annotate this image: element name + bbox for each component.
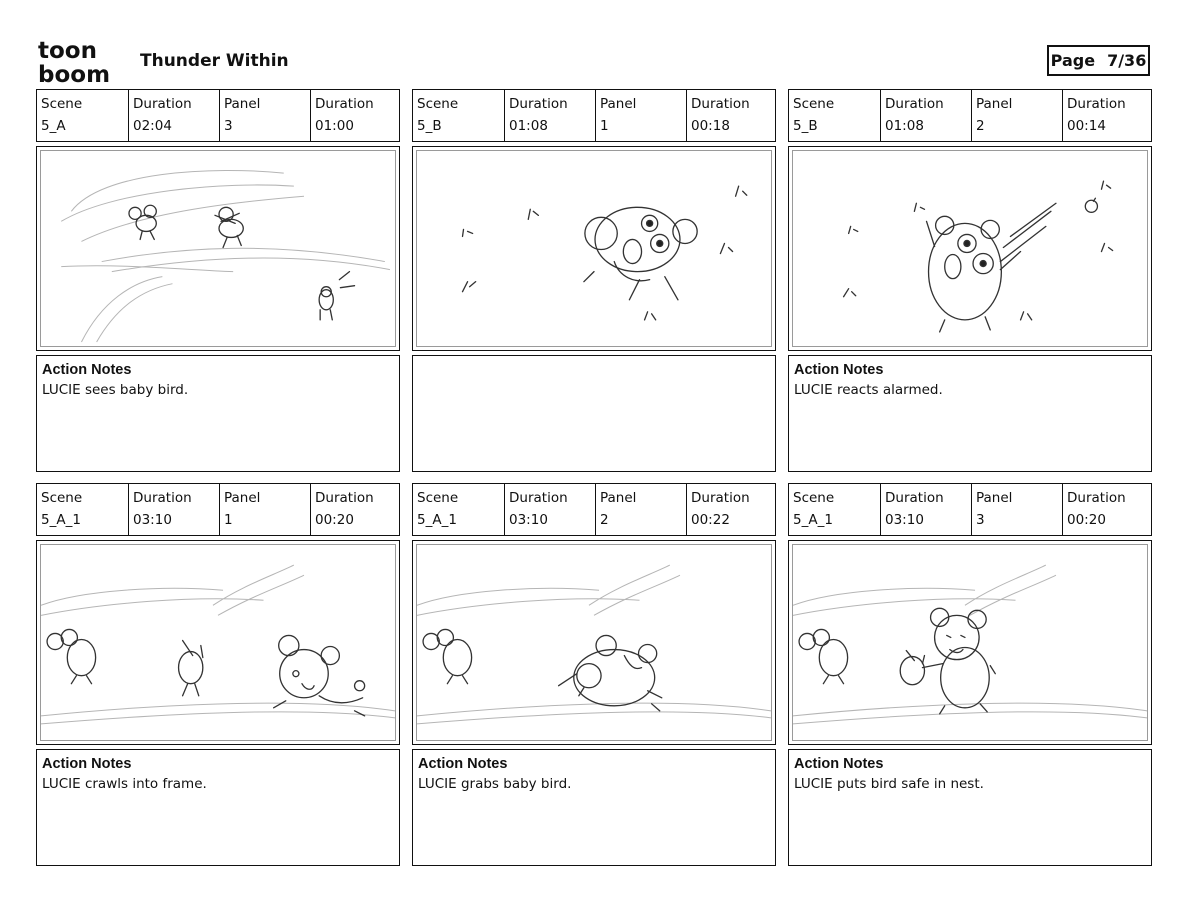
panel-info-row: [412, 89, 776, 142]
storyboard-panel: [36, 89, 400, 472]
action-notes-title: Action Notes: [794, 756, 884, 772]
scene-duration-value: 03:10: [133, 512, 172, 528]
action-notes-title: Action Notes: [42, 756, 132, 772]
sketch-frame[interactable]: [36, 146, 400, 351]
panel-value: 1: [600, 118, 609, 134]
action-notes-title: Action Notes: [418, 756, 508, 772]
sketch-lucie-crawls: [41, 545, 395, 740]
action-notes-box: [788, 355, 1152, 472]
page-number: 7/36: [1107, 51, 1147, 70]
panel-duration-value: 00:20: [1067, 512, 1106, 528]
panel-duration-value: 00:18: [691, 118, 730, 134]
page-label: Page: [1050, 51, 1096, 70]
toonboom-logo: [36, 38, 128, 86]
scene-duration-label: Duration: [133, 490, 192, 506]
panel-duration-label: Duration: [1067, 96, 1126, 112]
sketch-frame[interactable]: [36, 540, 400, 745]
panel-duration-label: Duration: [315, 96, 374, 112]
action-notes-box: [412, 749, 776, 866]
scene-label: Scene: [417, 490, 459, 506]
storyboard-panel: [36, 483, 400, 866]
sketch-lucie-topdown: [417, 151, 771, 346]
scene-duration-label: Duration: [509, 96, 568, 112]
storyboard-panel: [788, 483, 1152, 866]
scene-value: 5_A_1: [793, 512, 833, 528]
sketch-nest-wide-shot: [41, 151, 395, 346]
action-notes-title: Action Notes: [794, 362, 884, 378]
panel-info-row: [788, 483, 1152, 536]
scene-value: 5_B: [793, 118, 818, 134]
scene-value: 5_A: [41, 118, 66, 134]
scene-duration-label: Duration: [509, 490, 568, 506]
panel-duration-value: 01:00: [315, 118, 354, 134]
panel-duration-value: 00:14: [1067, 118, 1106, 134]
action-notes-text: LUCIE reacts alarmed.: [794, 382, 943, 398]
scene-duration-label: Duration: [885, 490, 944, 506]
scene-value: 5_A_1: [41, 512, 81, 528]
scene-duration-label: Duration: [885, 96, 944, 112]
panel-label: Panel: [976, 490, 1013, 506]
scene-label: Scene: [793, 490, 835, 506]
scene-value: 5_A_1: [417, 512, 457, 528]
page-indicator: [1047, 45, 1150, 76]
logo-line-1: toon: [38, 38, 97, 64]
scene-value: 5_B: [417, 118, 442, 134]
panel-info-row: [788, 89, 1152, 142]
sketch-frame[interactable]: [412, 540, 776, 745]
scene-label: Scene: [41, 490, 83, 506]
panel-duration-label: Duration: [315, 490, 374, 506]
panel-duration-label: Duration: [1067, 490, 1126, 506]
storyboard-panel: [412, 483, 776, 866]
action-notes-title: Action Notes: [42, 362, 132, 378]
panel-info-row: [36, 89, 400, 142]
panel-info-row: [412, 483, 776, 536]
scene-duration-value: 03:10: [885, 512, 924, 528]
action-notes-box: [788, 749, 1152, 866]
sketch-lucie-grabs: [417, 545, 771, 740]
panel-value: 2: [600, 512, 609, 528]
scene-duration-value: 02:04: [133, 118, 172, 134]
panel-duration-label: Duration: [691, 96, 750, 112]
scene-label: Scene: [417, 96, 459, 112]
panel-label: Panel: [600, 490, 637, 506]
document-title: Thunder Within: [140, 51, 289, 71]
action-notes-box: [36, 749, 400, 866]
sketch-frame[interactable]: [412, 146, 776, 351]
scene-duration-value: 01:08: [509, 118, 548, 134]
action-notes-text: LUCIE sees baby bird.: [42, 382, 189, 398]
scene-label: Scene: [41, 96, 83, 112]
scene-duration-label: Duration: [133, 96, 192, 112]
action-notes-text: LUCIE crawls into frame.: [42, 776, 207, 792]
panel-duration-label: Duration: [691, 490, 750, 506]
storyboard-panel: [788, 89, 1152, 472]
sketch-lucie-puts-bird-in-nest: [793, 545, 1147, 740]
scene-label: Scene: [793, 96, 835, 112]
sketch-frame[interactable]: [788, 540, 1152, 745]
action-notes-box: [36, 355, 400, 472]
action-notes-box: [412, 355, 776, 472]
scene-duration-value: 03:10: [509, 512, 548, 528]
panel-value: 1: [224, 512, 233, 528]
panel-label: Panel: [224, 490, 261, 506]
action-notes-text: LUCIE puts bird safe in nest.: [794, 776, 984, 792]
logo-line-2: boom: [38, 62, 111, 86]
panel-duration-value: 00:22: [691, 512, 730, 528]
panel-value: 3: [976, 512, 985, 528]
panel-label: Panel: [976, 96, 1013, 112]
scene-duration-value: 01:08: [885, 118, 924, 134]
panel-info-row: [36, 483, 400, 536]
panel-value: 2: [976, 118, 985, 134]
sketch-lucie-alarmed: [793, 151, 1147, 346]
sketch-frame[interactable]: [788, 146, 1152, 351]
storyboard-panel: [412, 89, 776, 472]
panel-label: Panel: [600, 96, 637, 112]
panel-duration-value: 00:20: [315, 512, 354, 528]
action-notes-text: LUCIE grabs baby bird.: [418, 776, 572, 792]
panel-value: 3: [224, 118, 233, 134]
panel-label: Panel: [224, 96, 261, 112]
